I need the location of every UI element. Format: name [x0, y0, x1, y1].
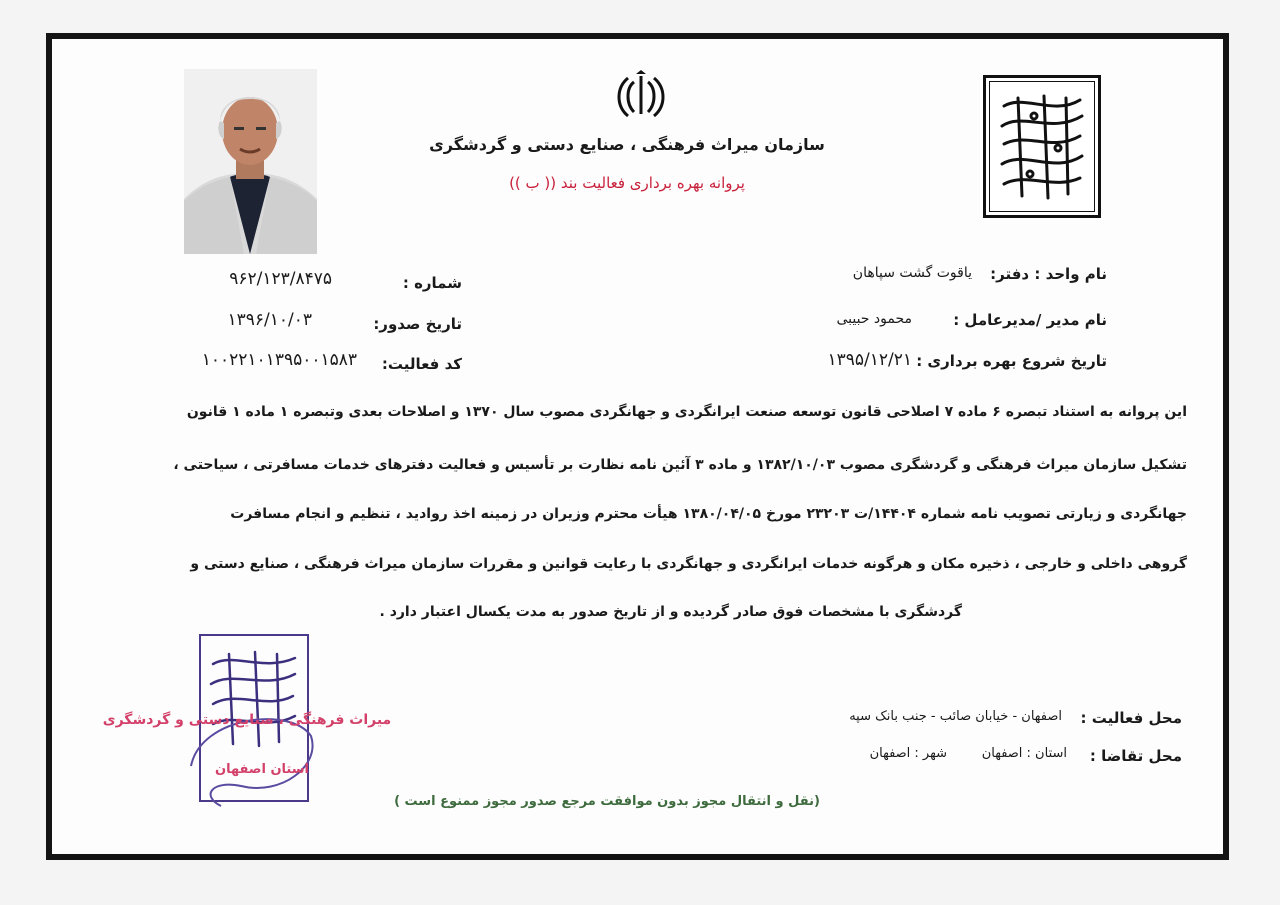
request-place-label: محل تقاضا :	[1089, 747, 1182, 765]
start-date-value: ۱۳۹۵/۱۲/۲۱	[827, 350, 912, 370]
license-title: پروانه بهره برداری فعالیت بند (( ب ))	[509, 174, 745, 192]
number-value: ۹۶۲/۱۲۳/۸۴۷۵	[229, 269, 332, 289]
organization-seal	[983, 75, 1101, 218]
unit-label: نام واحد : دفتر:	[990, 265, 1107, 283]
stamp-text-province: استان اصفهان	[215, 762, 309, 777]
body-line-4: گروهی داخلی و خارجی ، ذخیره مکان و هرگونه خدمات ایرانگردی و جهانگردی با رعایت قوانین و مقررات سازمان میراث فرهنگی ، صنایع دستی و	[190, 556, 1187, 572]
body-line-3: جهانگردی و زیارتی تصویب نامه شماره ۱۴۴۰۴/ت ۲۳۲۰۳ مورخ ۱۳۸۰/۰۴/۰۵ هیأت محترم وزیران در زمینه اخذ روادید ، تنظیم و انجام مسافرت	[230, 506, 1187, 522]
calligraphy-seal-icon	[994, 86, 1090, 207]
number-label: شماره :	[402, 274, 462, 292]
activity-place-label: محل فعالیت :	[1080, 709, 1182, 727]
request-city: شهر : اصفهان	[869, 746, 947, 761]
request-province: استان : اصفهان	[981, 746, 1067, 761]
transfer-prohibition-note: (نقل و انتقال مجوز بدون موافقت مرجع صدور مجوز ممنوع است )	[394, 794, 820, 809]
iran-emblem-icon	[616, 70, 666, 120]
activity-place-value: اصفهان - خیابان صائب - جنب بانک سپه	[849, 709, 1062, 724]
issue-date-value: ۱۳۹۶/۱۰/۰۳	[227, 310, 312, 330]
start-date-label: تاریخ شروع بهره برداری :	[916, 352, 1107, 370]
body-line-2: تشکیل سازمان میراث فرهنگی و گردشگری مصوب ۱۳۸۲/۱۰/۰۳ و ماده ۳ آئین نامه نظارت بر تأسیس و فعالیت دفترهای خدمات مسافرتی ، سیاحتی ،	[173, 457, 1187, 473]
license-certificate	[46, 33, 1229, 860]
activity-code-value: ۱۰۰۲۲۱۰۱۳۹۵۰۰۱۵۸۳	[201, 350, 357, 370]
manager-value: محمود حبیبی	[836, 311, 912, 327]
body-line-1: این پروانه به استناد تبصره ۶ ماده ۷ اصلاحی قانون توسعه صنعت ایرانگردی و جهانگردی مصوب سال ۱۳۷۰ و اصلاحات بعدی وتبصره ۱ ماده ۱ قانون	[186, 404, 1187, 420]
activity-code-label: کد فعالیت:	[381, 355, 462, 373]
unit-value: یاقوت گشت سپاهان	[852, 265, 972, 281]
stamp-text-organization: میراث فرهنگی ، صنایع دستی و گردشگری	[102, 712, 392, 728]
organization-name: سازمان میراث فرهنگی ، صنایع دستی و گردشگری	[429, 135, 825, 154]
issue-date-label: تاریخ صدور:	[373, 315, 462, 333]
body-line-5: گردشگری با مشخصات فوق صادر گردیده و از تاریخ صدور به مدت یکسال اعتبار دارد .	[379, 604, 962, 620]
manager-photo	[184, 69, 317, 254]
manager-label: نام مدیر /مدیرعامل :	[953, 311, 1107, 329]
